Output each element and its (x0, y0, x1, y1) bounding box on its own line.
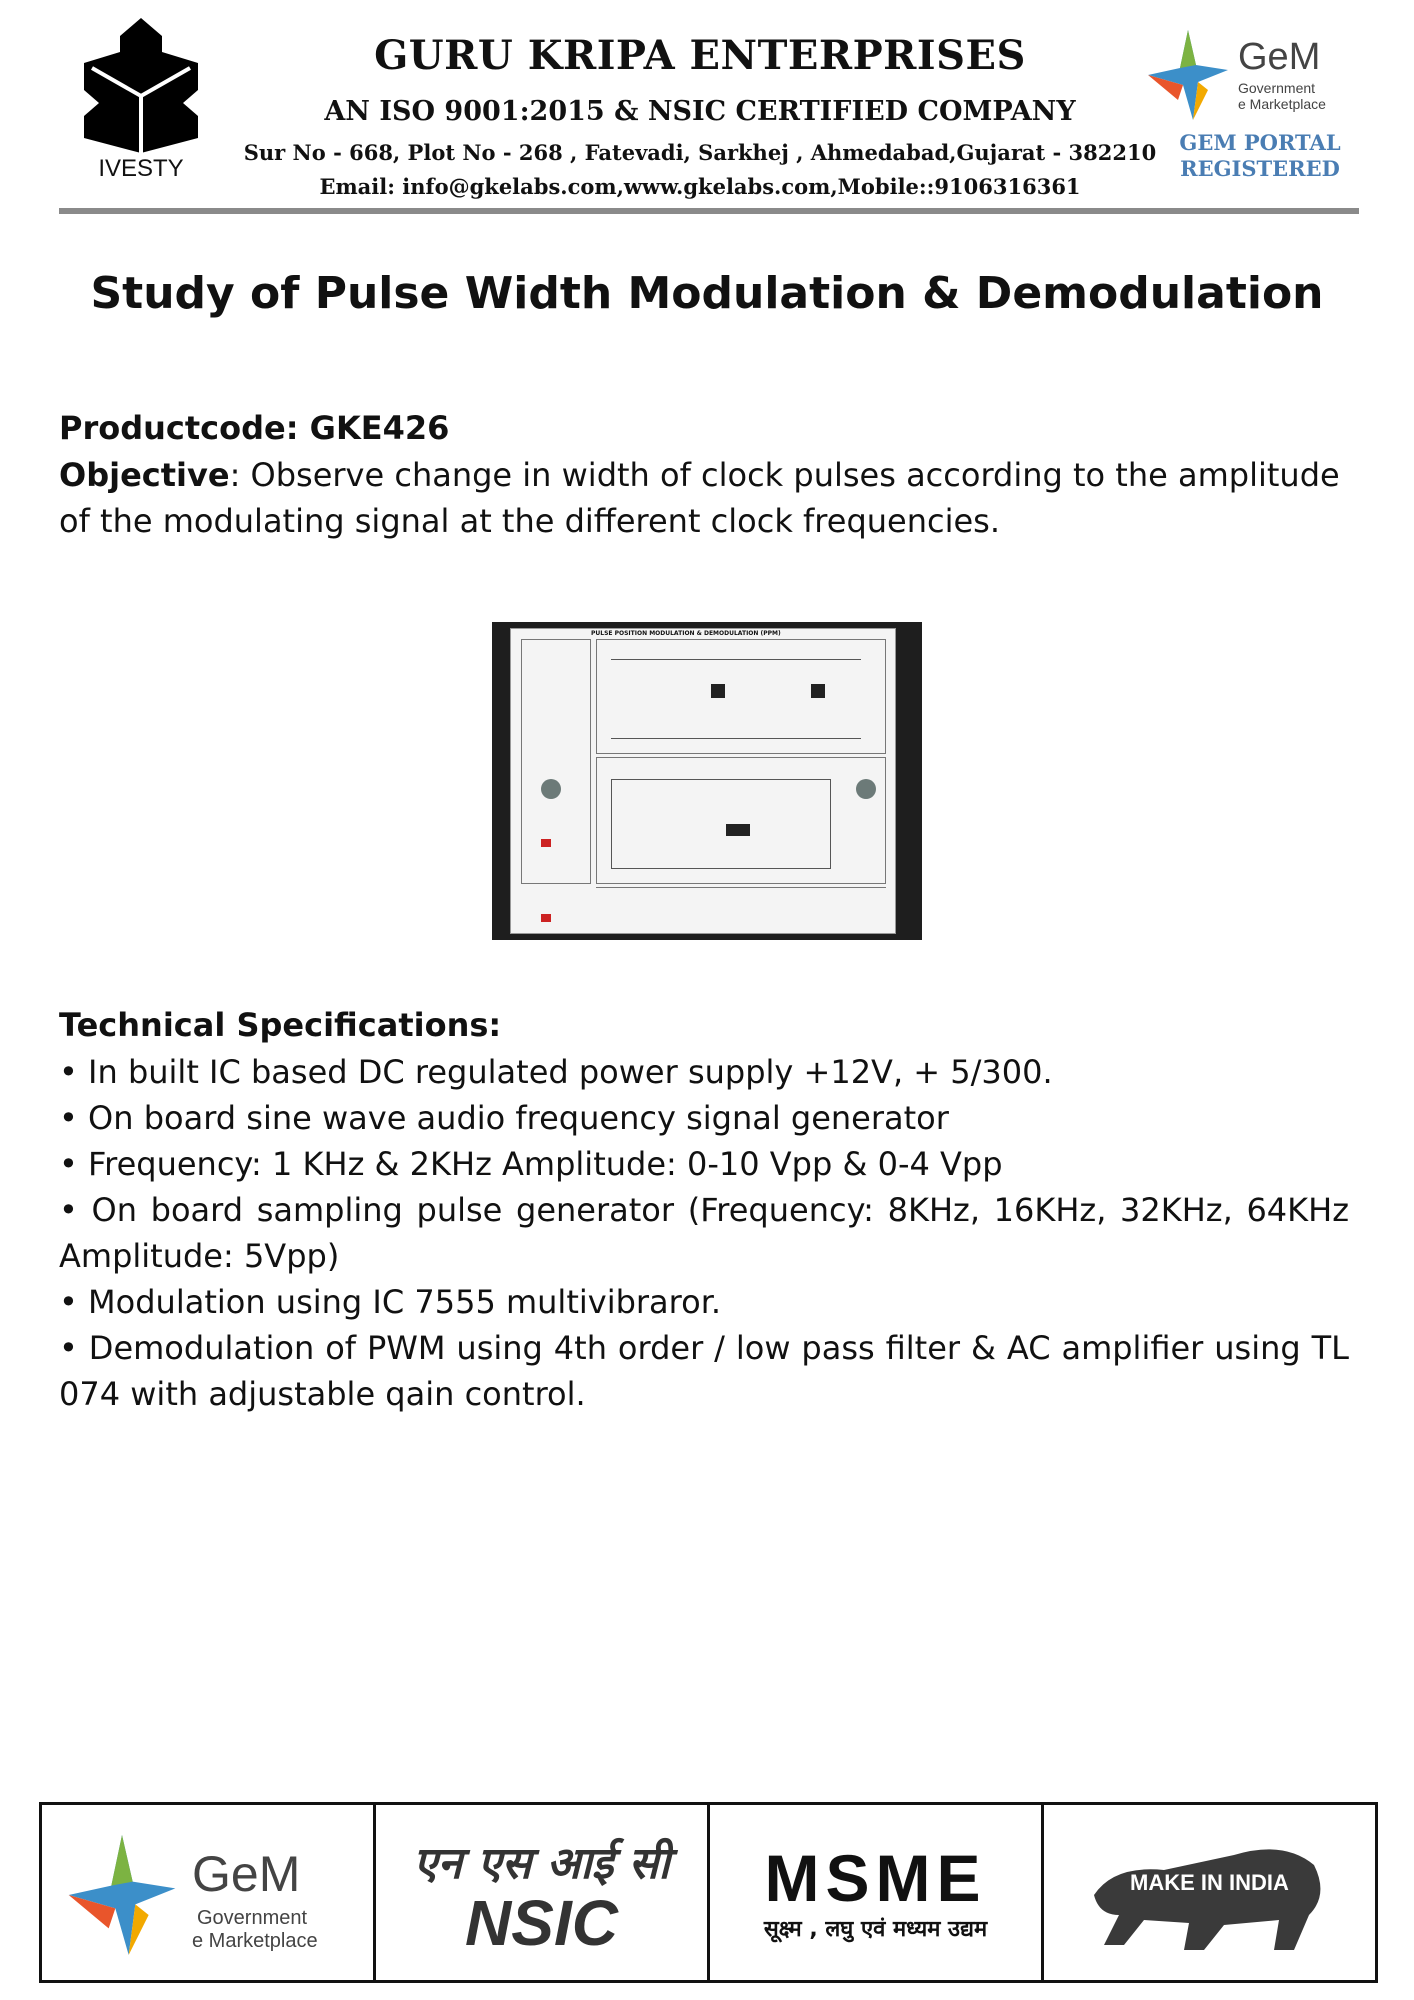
spec-item: • Demodulation of PWM using 4th order / low pass filter & AC amplifier using TL 074 with adjustable qain control. (59, 1329, 1349, 1413)
spec-item: • Frequency: 1 KHz & 2KHz Amplitude: 0-10 Vpp & 0-4 Vpp (59, 1145, 1003, 1183)
spec-item: • On board sine wave audio frequency signal generator (59, 1099, 949, 1137)
header-divider (59, 208, 1359, 214)
msme-text: MSME (764, 1840, 987, 1915)
product-image (492, 622, 922, 940)
objective-text: : Observe change in width of clock pulses according to the amplitude of the modulating signal at the different clock frequencies. (59, 456, 1340, 540)
objective (59, 452, 1349, 544)
spec-item: • Modulation using IC 7555 multivibraror. (59, 1283, 722, 1321)
gem-line1: Government (1238, 80, 1316, 96)
objective-label: Objective (59, 456, 230, 494)
board-label: PULSE POSITION MODULATION & DEMODULATION (PPM) (591, 630, 781, 637)
make-in-india-text: MAKE IN INDIA (1130, 1869, 1289, 1895)
product-code: Productcode: GKE426 (59, 409, 450, 447)
address: Sur No - 668, Plot No - 268 , Fatevadi, Sarkhej , Ahmedabad,Gujarat - 382210 (243, 140, 1157, 165)
gem-word: GeM (192, 1846, 301, 1902)
footer-gem-logo (42, 1805, 376, 1980)
gem-word: GeM (1238, 36, 1321, 78)
nsic-text: NSIC (465, 1886, 618, 1959)
ivesty-logo-text: IVESTY (98, 155, 184, 182)
gem-logo (1148, 30, 1338, 125)
gem-portal-badge (1160, 130, 1360, 182)
footer-msme-logo (710, 1805, 1044, 1980)
gem-line1: Government (197, 1907, 308, 1929)
page-title: Study of Pulse Width Modulation & Demodulation (90, 268, 1324, 319)
msme-hindi: सूक्ष्म , लघु एवं मध्यम उद्यम (763, 1916, 988, 1942)
gem-line2: e Marketplace (192, 1930, 318, 1952)
footer-make-in-india-logo (1044, 1805, 1375, 1980)
specs-list (59, 1049, 1349, 1417)
gem-portal-line1: GEM PORTAL (1179, 130, 1341, 155)
specs-heading: Technical Specifications: (59, 1006, 502, 1044)
gem-line2: e Marketplace (1238, 96, 1326, 112)
contact-info: Email: info@gkelabs.com,www.gkelabs.com,Mobile::9106316361 (319, 174, 1081, 199)
footer-nsic-logo (376, 1805, 710, 1980)
company-name: GURU KRIPA ENTERPRISES (374, 32, 1026, 79)
nsic-hindi: एन एस आई सी (413, 1837, 670, 1889)
gem-star-icon (1148, 30, 1228, 120)
footer-logos (39, 1802, 1378, 1983)
gem-star-icon (67, 1835, 177, 1955)
certification: AN ISO 9001:2015 & NSIC CERTIFIED COMPANY (324, 96, 1076, 127)
spec-item: • On board sampling pulse generator (Frequency: 8KHz, 16KHz, 32KHz, 64KHz Amplitude: 5Vpp) (59, 1191, 1349, 1275)
spec-item: • In built IC based DC regulated power supply +12V, + 5/300. (59, 1053, 1053, 1091)
gem-portal-line2: REGISTERED (1180, 156, 1340, 181)
